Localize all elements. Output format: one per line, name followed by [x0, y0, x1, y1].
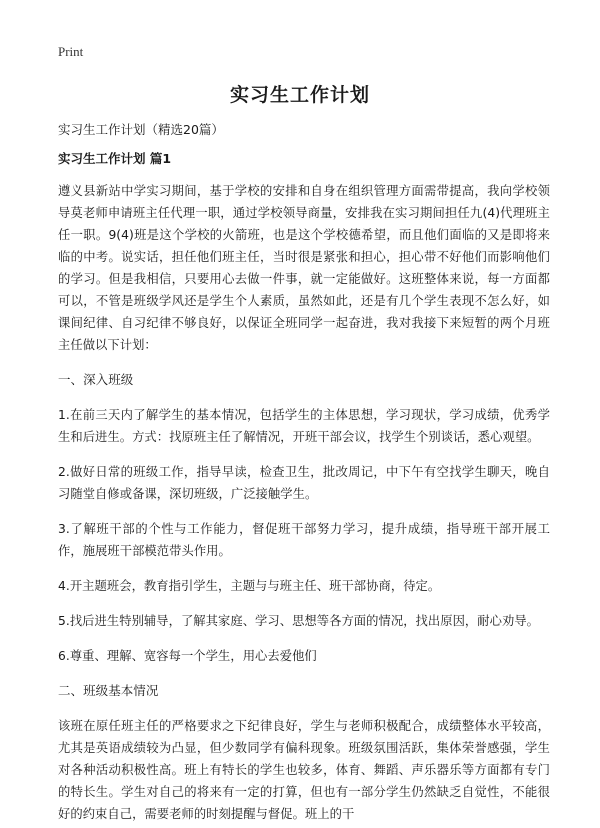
print-link[interactable]: Print [58, 44, 84, 59]
document-subtitle: 实习生工作计划（精选20篇） [58, 122, 224, 137]
heading-deep-into-class: 一、深入班级 [58, 372, 134, 387]
document-body [58, 180, 550, 828]
list-item: 1.在前三天内了解学生的基本情况，包括学生的主体思想，学习现状，学习成绩，优秀学生和后进生。方式：找原班主任了解情况，开班干部会议，找学生个别谈话，悉心观望。 [58, 408, 550, 444]
section-title: 实习生工作计划 篇1 [58, 151, 172, 166]
list-item: 3.了解班干部的个性与工作能力，督促班干部努力学习，提升成绩，指导班干部开展工作，施展班干部模范带头作用。 [58, 522, 550, 558]
list-item: 2.做好日常的班级工作，指导早读，检查卫生，批改周记，中下午有空找学生聊天，晚自习随堂自修或备课，深切班级，广泛接触学生。 [58, 465, 550, 501]
list-item: 4.开主题班会，教育指引学生，主题与与班主任、班干部协商，待定。 [58, 579, 441, 593]
heading-class-basic-info: 二、班级基本情况 [58, 683, 159, 698]
closing-paragraph: 该班在原任班主任的严格要求之下纪律良好，学生与老师积极配合，成绩整体水平较高，尤其是英语成绩较为凸显，但少数同学有偏科现象。班级氛围活跃，集体荣誉感强，学生对各种活动积极性高。班上有特长的学生也较多，体育、舞蹈、声乐器乐等方面都有专门的特长生。学生对自己的将来有一定的打算，但也有一部分学生仍然缺乏自觉性，不能很好的约束自己，需要老师的时刻提醒与督促。班上的干 [58, 719, 550, 821]
list-item: 5.找后进生特别辅导，了解其家庭、学习、思想等各方面的情况，找出原因，耐心劝导。 [58, 614, 540, 628]
list-item: 6.尊重、理解、宽容每一个学生，用心去爱他们 [58, 649, 317, 663]
intro-paragraph: 遵义县新站中学实习期间，基于学校的安排和自身在组织管理方面需带提高，我向学校领导莫老师申请班主任代理一职，通过学校领导商量，安排我在实习期间担任九(4)代理班主任一职。9(4)班是这个学校的火箭班，也是这个学校德希望，而且他们面临的又是即将来临的中考。说实话，担任他们班主任，当时很是紧张和担心，担心带不好他们而影响他们的学习。但是我相信，只要用心去做一件事，就一定能做好。这班整体来说，每一方面都可以，不管是班级学风还是学生个人素质，虽然如此，还是有几个学生表现不怎么好，如课间纪律、自习纪律不够良好，以保证全班同学一起奋进，我对我接下来短暂的两个月班主任做以下计划： [58, 184, 550, 352]
document-title: 实习生工作计划 [229, 84, 370, 106]
